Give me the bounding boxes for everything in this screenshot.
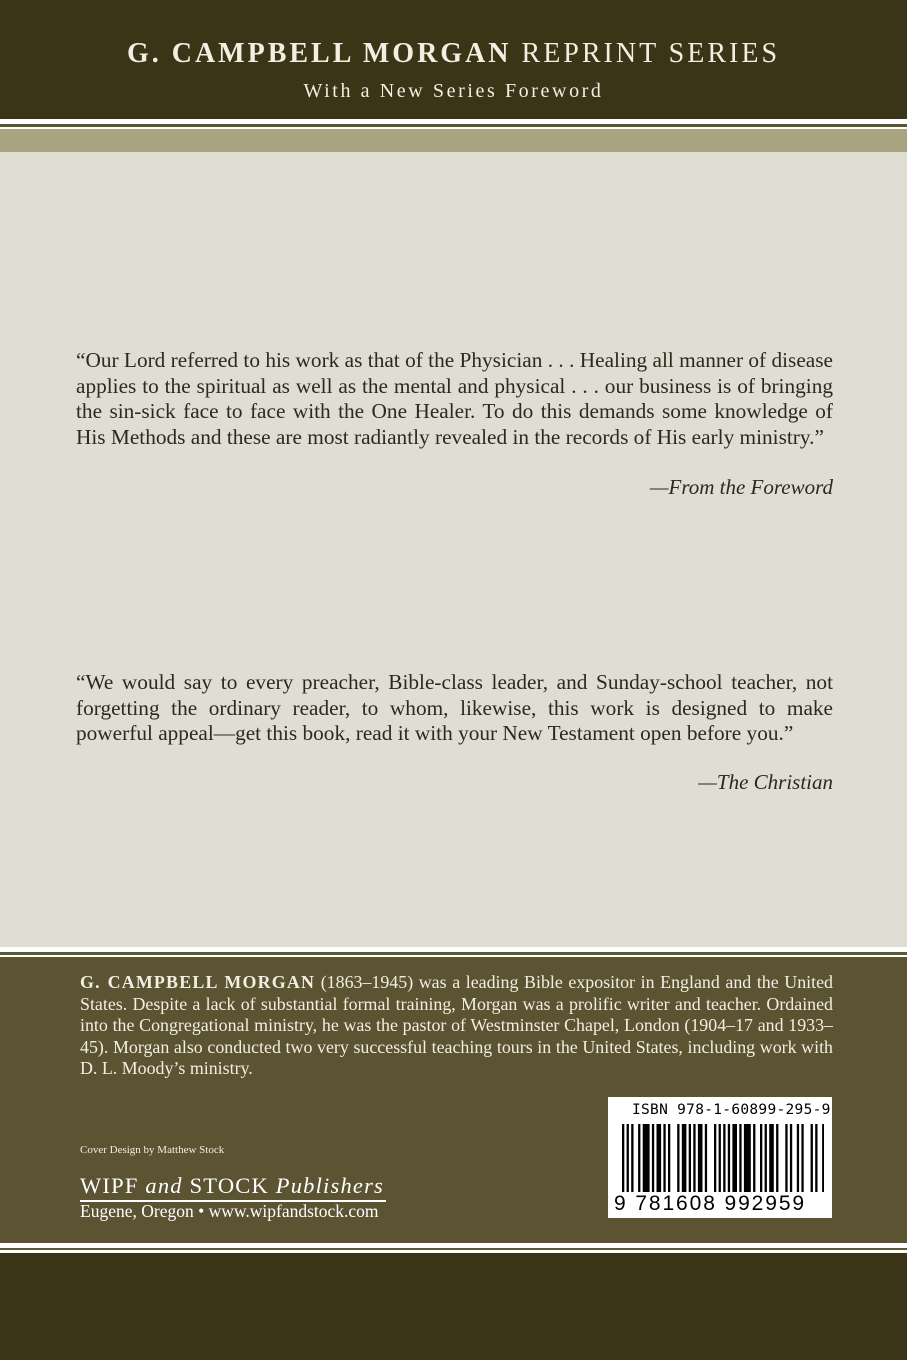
barcode-bar [732, 1124, 737, 1192]
barcode-bar [753, 1124, 755, 1192]
author-name: G. CAMPBELL MORGAN [80, 972, 316, 992]
barcode-bar [622, 1124, 624, 1192]
publisher-name-and: and [145, 1173, 183, 1198]
barcode-bar [643, 1124, 650, 1192]
publisher-location: Eugene, Oregon • www.wipfandstock.com [80, 1201, 379, 1221]
barcode-box [608, 1097, 832, 1218]
footer-band [0, 1253, 907, 1360]
publisher-name-part2: STOCK [189, 1173, 269, 1198]
barcode-bar [811, 1124, 813, 1192]
barcode-bar [744, 1124, 751, 1192]
barcode-bar [689, 1124, 691, 1192]
barcode-bar [797, 1124, 799, 1192]
barcode-bar [785, 1124, 787, 1192]
christian-quote-attribution: —The Christian [698, 770, 833, 794]
barcode-bar [698, 1124, 703, 1192]
barcode-bar [815, 1124, 817, 1192]
barcode-bar [822, 1124, 824, 1192]
christian-quote [76, 670, 833, 747]
publisher-name-part1: WIPF [80, 1173, 139, 1198]
author-bio-text: (1863–1945) was a leading Bible expositor in England and the United States. Despite a lack of substantial formal training, Morgan was a prolific writer and teacher. Ordained into the Congregational ministry, he was the pastor of Westminster Chapel, London (1904–17 and 1933–45). Morgan also conducted two very successful teaching tours in the United States, including work with D. L. Moody’s ministry. [80, 972, 834, 1079]
christian-quote-text: “We would say to every preacher, Bible-class leader, and Sunday-school teacher, not forgetting the ordinary reader, to whom, likewise, this work is designed to make powerful appeal—get this book, read it with your New Testament open before you.” [76, 670, 833, 746]
barcode-bar [801, 1124, 803, 1192]
series-subtitle: With a New Series Foreword [303, 80, 604, 102]
barcode-bar [657, 1124, 662, 1192]
barcode-bar [677, 1124, 679, 1192]
series-title-rest: REPRINT SERIES [521, 38, 781, 69]
barcode-bar [769, 1124, 774, 1192]
isbn-label: ISBN 978-1-60899-295-9 [632, 1102, 831, 1118]
olive-band [0, 129, 907, 152]
barcode-bar [668, 1124, 670, 1192]
publisher-logo [80, 1173, 384, 1199]
barcode-bar [723, 1124, 725, 1192]
barcode-bar [682, 1124, 687, 1192]
foreword-quote-attribution: —From the Foreword [649, 475, 833, 499]
barcode-bar [760, 1124, 762, 1192]
barcode-digits: 9 781608 992959 [614, 1192, 806, 1215]
barcode-bar [631, 1124, 633, 1192]
barcode-bar [719, 1124, 721, 1192]
foreword-quote-text: “Our Lord referred to his work as that of the Physician . . . Healing all manner of disease applies to the spiritual as well as the mental and physical . . . our business is of bringing the sin-sick face to face with the One Healer. To do this demands some knowledge of His Methods and these are most radiantly revealed in the records of His early ministry.” [76, 348, 833, 449]
barcode-bar [638, 1124, 640, 1192]
barcode-bar [790, 1124, 792, 1192]
barcode-bar [739, 1124, 741, 1192]
barcode-bar [663, 1124, 665, 1192]
barcode-bar [705, 1124, 707, 1192]
barcode-bar [776, 1124, 778, 1192]
series-title [0, 38, 907, 70]
series-title-author: G. CAMPBELL MORGAN [126, 38, 512, 69]
barcode-bar [652, 1124, 654, 1192]
barcode-bar [627, 1124, 629, 1192]
barcode-bar [714, 1124, 716, 1192]
author-bio [80, 972, 833, 1080]
barcode-bar [728, 1124, 730, 1192]
publisher-name-publishers: Publishers [275, 1173, 385, 1198]
foreword-quote [76, 348, 833, 450]
cover-design-credit: Cover Design by Matthew Stock [80, 1144, 225, 1156]
barcode-bar [693, 1124, 695, 1192]
barcode-icon [616, 1124, 824, 1192]
quotes-panel [0, 152, 907, 947]
barcode-bar [765, 1124, 767, 1192]
